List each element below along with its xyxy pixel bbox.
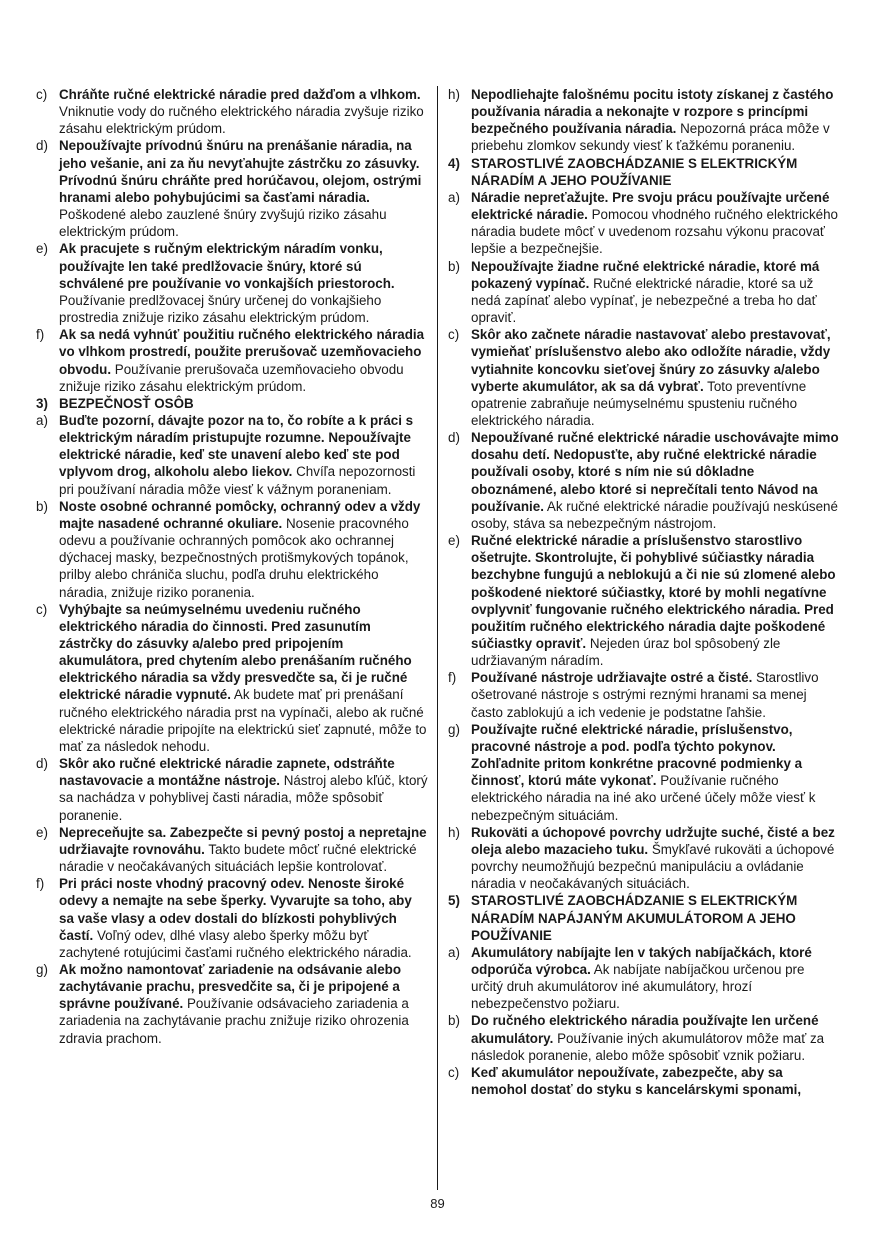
item-marker: e) bbox=[448, 533, 460, 549]
right-column bbox=[448, 86, 840, 1098]
item-explanation: Používanie odsávacieho zariadenia a zariadenia na zachytávanie prachu znižuje riziko ohrozenia zdravia prachom. bbox=[59, 996, 409, 1046]
list-item bbox=[36, 601, 428, 755]
item-explanation: Pomocou vhodného ručného elektrického náradia budete môcť v uvedenom rozsahu výkonu pracovať lepšie a bezpečnejšie. bbox=[471, 207, 838, 257]
item-explanation: Používanie prerušovača uzemňovacieho obvodu znižuje riziko zásahu elektrickým prúdom. bbox=[59, 361, 404, 394]
list-item bbox=[448, 824, 840, 893]
list-item bbox=[36, 240, 428, 326]
item-marker: c) bbox=[36, 601, 48, 617]
item-instruction: Skôr ako ručné elektrické náradie zapnete, odstráňte nastavovacie a montážne nástroje. bbox=[59, 756, 395, 789]
list-item bbox=[36, 824, 428, 875]
item-explanation: Ručné elektrické náradie, ktoré sa už nedá zapínať alebo vypínať, je nebezpečné a treba ho dať opraviť. bbox=[471, 275, 817, 326]
item-explanation: Používanie iných akumulátorov môže mať za následok poranenie, alebo môže spôsobiť vznik požiaru. bbox=[471, 1030, 825, 1063]
list-item bbox=[448, 326, 840, 429]
item-explanation: Toto preventívne opatrenie zabraňuje neúmyselnému spusteniu ručného elektrického náradia. bbox=[471, 378, 807, 428]
item-explanation: Nepozorná práca môže v priebehu zlomkov sekundy viesť k ťažkému poraneniu. bbox=[471, 121, 830, 154]
section-title: STAROSTLIVÉ ZAOBCHÁDZANIE S ELEKTRICKÝM NÁRADÍM NAPÁJANÝM AKUMULÁTOROM A JEHO POUŽÍVANIE bbox=[471, 893, 798, 943]
item-instruction: Keď akumulátor nepoužívate, zabezpečte, aby sa nemohol dostať do styku s kancelárskymi sponami, bbox=[471, 1064, 802, 1098]
item-marker: h) bbox=[448, 824, 460, 840]
item-instruction: Ak možno namontovať zariadenie na odsávanie alebo zachytávanie prachu, presvedčite sa, či je pripojené a správne používané. bbox=[59, 961, 402, 1012]
page-number: 89 bbox=[430, 1196, 445, 1211]
item-explanation: Ak nabíjate nabíjačkou určenou pre určitý druh akumulátorov iné akumulátory, hrozí nebezpečenstvo požiaru. bbox=[471, 961, 805, 1012]
list-item bbox=[448, 189, 840, 258]
item-explanation: Voľný odev, dlhé vlasy alebo šperky môžu byť zachytené rotujúcimi časťami ručného elektrického náradia. bbox=[59, 927, 412, 960]
item-marker: d) bbox=[36, 756, 48, 772]
list-item bbox=[36, 137, 428, 240]
item-instruction: Nepoužívajte žiadne ručné elektrické náradie, ktoré má pokazený vypínač. bbox=[471, 258, 820, 291]
item-instruction: Ak pracujete s ručným elektrickým náradím vonku, používajte len také predlžovacie šnúry, ktoré sú schválené pre používanie vo vonkajších priestoroch. bbox=[59, 241, 395, 291]
item-marker: d) bbox=[448, 430, 460, 446]
item-explanation: Chvíľa nepozornosti pri používaní náradia môže viesť k vážnym poraneniam. bbox=[59, 464, 416, 497]
item-explanation: Takto budete môcť ručné elektrické náradie v neočakávaných situáciách lepšie kontrolovať. bbox=[59, 841, 417, 875]
item-marker: b) bbox=[36, 498, 48, 514]
item-explanation: Ak ručné elektrické náradie používajú neskúsené osoby, stáva sa nebezpečným nástrojom. bbox=[471, 498, 838, 531]
item-marker: e) bbox=[36, 824, 48, 840]
section-title: STAROSTLIVÉ ZAOBCHÁDZANIE S ELEKTRICKÝM NÁRADÍM A JEHO POUŽÍVANIE bbox=[471, 155, 798, 188]
item-instruction: Používané nástroje udržiavajte ostré a čisté. bbox=[471, 670, 753, 686]
item-instruction: Chráňte ručné elektrické náradie pred dažďom a vlhkom. bbox=[59, 87, 421, 102]
section-heading bbox=[448, 892, 840, 943]
item-marker: b) bbox=[448, 258, 460, 274]
item-marker: c) bbox=[448, 327, 460, 343]
section-heading bbox=[448, 155, 840, 189]
item-instruction: Náradie nepreťažujte. Pre svoju prácu používajte určené elektrické náradie. bbox=[471, 189, 830, 223]
list-item bbox=[448, 721, 840, 824]
item-marker: b) bbox=[448, 1013, 460, 1029]
item-instruction: Akumulátory nabíjajte len v takých nabíjačkách, ktoré odporúča výrobca. bbox=[471, 944, 812, 977]
item-marker: d) bbox=[36, 138, 48, 154]
section-heading bbox=[36, 395, 428, 412]
item-explanation: Nejeden úraz bol spôsobený zle udržiavaným náradím. bbox=[471, 636, 781, 669]
item-instruction: Rukoväti a úchopové povrchy udržujte suché, čisté a bez oleja alebo mazacieho tuku. bbox=[471, 824, 835, 857]
item-instruction: Buďte pozorní, dávajte pozor na to, čo robíte a k práci s elektrickým náradím pristupujte rozumne. Nepoužívajte elektrické náradie, keď ste unavení alebo keď ste pod vplyvom drog, alkoholu alebo liekov. bbox=[59, 412, 414, 480]
item-explanation: Používanie ručného elektrického náradia na iné ako určené účely môže viesť k nebezpečným situáciám. bbox=[471, 773, 816, 823]
list-item bbox=[448, 944, 840, 1013]
item-marker: a) bbox=[448, 189, 460, 205]
section-title: BEZPEČNOSŤ OSÔB bbox=[59, 395, 194, 411]
item-instruction: Nepreceňujte sa. Zabezpečte si pevný postoj a nepretajne udržiavajte rovnováhu. bbox=[59, 824, 427, 857]
list-item bbox=[448, 86, 840, 155]
column-divider bbox=[437, 86, 438, 1190]
item-instruction: Vyhýbajte sa neúmyselnému uvedeniu ručného elektrického náradia do činnosti. Pred zasunutím zástrčky do zásuvky a/alebo pred pripojením akumulátora, pred chytením alebo prenášaním ručného elektrického náradia sa vždy presvedčte sa, či je ručné elektrické náradie vypnuté. bbox=[59, 601, 412, 703]
item-instruction: Do ručného elektrického náradia používajte len určené akumulátory. bbox=[471, 1013, 819, 1046]
item-marker: c) bbox=[448, 1064, 460, 1080]
item-explanation: Nosenie pracovného odevu a používanie ochranných pomôcok ako ochrannej dýchacej masky, bezpečnostných protišmykových topánok, prilby alebo chrániča sluchu, podľa druhu elektrického náradia, znižuje riziko poranenia. bbox=[59, 515, 409, 600]
list-item bbox=[36, 412, 428, 498]
item-instruction: Nepoužívané ručné elektrické náradie uschovávajte mimo dosahu detí. Nedopusťte, aby ručné elektrické náradie používali osoby, ktoré s ním nie sú dôkladne oboznámené, alebo ktoré si neprečítali tento Návod na používanie. bbox=[471, 430, 839, 514]
item-instruction: Ručné elektrické náradie a príslušenstvo starostlivo ošetrujte. Skontrolujte, či pohyblivé súčiastky náradia bezchybne fungujú a neblokujú a či nie sú zlomené alebo poškodené niektoré súčiastky, ktoré by mohli negatívne ovplyvniť fungovanie ručného elektrického náradia. Pred použitím ručného elektrického náradia dajte poškodené súčiastky opraviť. bbox=[471, 533, 836, 651]
list-item bbox=[36, 961, 428, 1047]
list-item bbox=[448, 669, 840, 720]
item-marker: a) bbox=[448, 944, 460, 960]
item-marker: g) bbox=[36, 961, 48, 977]
item-instruction: Nepoužívajte prívodnú šnúru na prenášanie náradia, na jeho vešanie, ani za ňu nevyťahujte zástrčku zo zásuvky. Prívodnú šnúru chráňte pred horúčavou, olejom, ostrými hranami alebo pohybujúcimi sa časťami náradia. bbox=[59, 138, 422, 205]
list-item bbox=[36, 86, 428, 137]
left-column bbox=[36, 86, 428, 1047]
item-marker: f) bbox=[36, 876, 45, 892]
list-item bbox=[448, 1064, 840, 1098]
item-explanation: Starostlivo ošetrované nástroje s ostrými reznými hranami sa menej často zablokujú a ich vedenie je podstatne ľahšie. bbox=[471, 670, 819, 720]
list-item bbox=[448, 532, 840, 669]
list-item bbox=[36, 326, 428, 395]
item-instruction: Nepodliehajte falošnému pocitu istoty získanej z častého používania náradia a nekonajte v rozpore s princípmi bezpečného používania náradia. bbox=[471, 87, 834, 137]
list-item bbox=[36, 755, 428, 824]
item-marker: e) bbox=[36, 241, 48, 257]
list-item bbox=[448, 429, 840, 532]
item-marker: 5) bbox=[448, 893, 460, 909]
item-explanation: Poškodené alebo zauzlené šnúry zvyšujú riziko zásahu elektrickým prúdom. bbox=[59, 207, 387, 240]
item-instruction: Skôr ako začnete náradie nastavovať alebo prestavovať, vymieňať príslušenstvo alebo ako odložíte náradie, vždy vytiahnite koncovku sieťovej šnúry zo zásuvky a/alebo vyberte akumulátor, ak sa dá vybrať. bbox=[471, 327, 831, 394]
list-item bbox=[36, 498, 428, 601]
item-explanation: Šmykľavé rukoväti a úchopové povrchy neumožňujú bezpečnú manipuláciu a ovládanie náradia v neočakávaných situáciách. bbox=[471, 841, 835, 892]
item-instruction: Pri práci noste vhodný pracovný odev. Nenoste široké odevy a nemajte na sebe šperky. Vyvarujte sa toho, aby sa vaše vlasy a odev dostali do blízkosti pohyblivých častí. bbox=[59, 876, 412, 943]
item-marker: 4) bbox=[448, 155, 460, 171]
item-instruction: Ak sa nedá vyhnúť použitiu ručného elektrického náradia vo vlhkom prostredí, použite prerušovač uzemňovacieho obvodu. bbox=[59, 327, 425, 377]
item-marker: a) bbox=[36, 412, 48, 428]
item-explanation: Vniknutie vody do ručného elektrického náradia zvyšuje riziko zásahu elektrickým prúdom. bbox=[59, 104, 424, 137]
item-explanation: Ak budete mať pri prenášaní ručného elektrického náradia prst na vypínači, alebo ak ručné elektrické náradie pripojíte na elektrickú sieť zapnuté, môže to mať za následok nehodu. bbox=[59, 687, 427, 754]
item-marker: f) bbox=[36, 327, 45, 343]
list-item bbox=[448, 258, 840, 327]
item-marker: g) bbox=[448, 721, 460, 737]
item-marker: 3) bbox=[36, 395, 48, 411]
item-explanation: Nástroj alebo kľúč, ktorý sa nachádza v pohyblivej časti náradia, môže spôsobiť poranenie. bbox=[59, 773, 428, 823]
item-explanation: Používanie predlžovacej šnúry určenej do vonkajšieho prostredia znižuje riziko zásahu elektrickým prúdom. bbox=[59, 292, 382, 326]
list-item bbox=[448, 1012, 840, 1063]
item-marker: h) bbox=[448, 87, 460, 102]
item-instruction: Používajte ručné elektrické náradie, príslušenstvo, pracovné nástroje a pod. podľa týchto pokynov. Zohľadnite pritom konkrétne pracovné podmienky a činnosť, ktorú máte vykonať. bbox=[471, 721, 803, 789]
item-instruction: Noste osobné ochranné pomôcky, ochranný odev a vždy majte nasadené ochranné okuliare. bbox=[59, 498, 421, 531]
item-marker: c) bbox=[36, 87, 48, 102]
item-marker: f) bbox=[448, 670, 457, 686]
list-item bbox=[36, 875, 428, 961]
